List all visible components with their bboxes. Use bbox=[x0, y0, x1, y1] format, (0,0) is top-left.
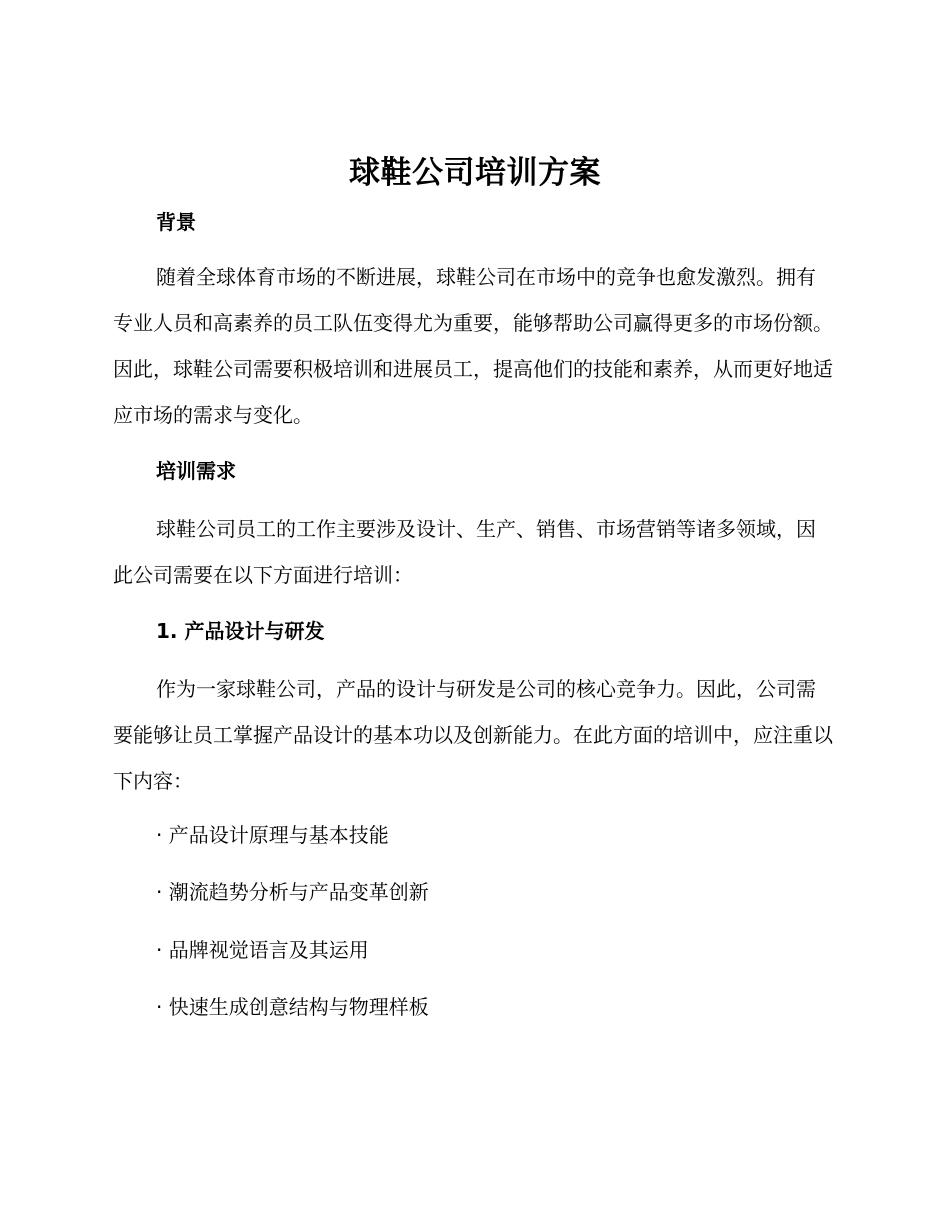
section-heading-background: 背景 bbox=[156, 210, 196, 234]
section-paragraph-product-design: 作为一家球鞋公司，产品的设计与研发是公司的核心竞争力。因此，公司需要能够让员工掌握产品设计的基本功以及创新能力。在此方面的培训中，应注重以下内容： bbox=[113, 677, 833, 793]
section-heading-training-needs: 培训需求 bbox=[156, 459, 236, 483]
bullet-item: · 品牌视觉语言及其运用 bbox=[156, 938, 369, 962]
bullet-item: · 快速生成创意结构与物理样板 bbox=[156, 995, 429, 1019]
bullet-item: · 潮流趋势分析与产品变革创新 bbox=[156, 880, 429, 904]
section-heading-product-design: 1. 产品设计与研发 bbox=[156, 619, 325, 643]
bullet-item: · 产品设计原理与基本技能 bbox=[156, 823, 389, 847]
section-paragraph-background: 随着全球体育市场的不断进展，球鞋公司在市场中的竞争也愈发激烈。拥有专业人员和高素养的员工队伍变得尤为重要，能够帮助公司赢得更多的市场份额。因此，球鞋公司需要积极培训和进展员工，提高他们的技能和素养，从而更好地适应市场的需求与变化。 bbox=[113, 265, 833, 427]
document-title: 球鞋公司培训方案 bbox=[349, 155, 601, 191]
section-paragraph-training-needs: 球鞋公司员工的工作主要涉及设计、生产、销售、市场营销等诸多领域，因此公司需要在以下方面进行培训： bbox=[113, 517, 816, 587]
